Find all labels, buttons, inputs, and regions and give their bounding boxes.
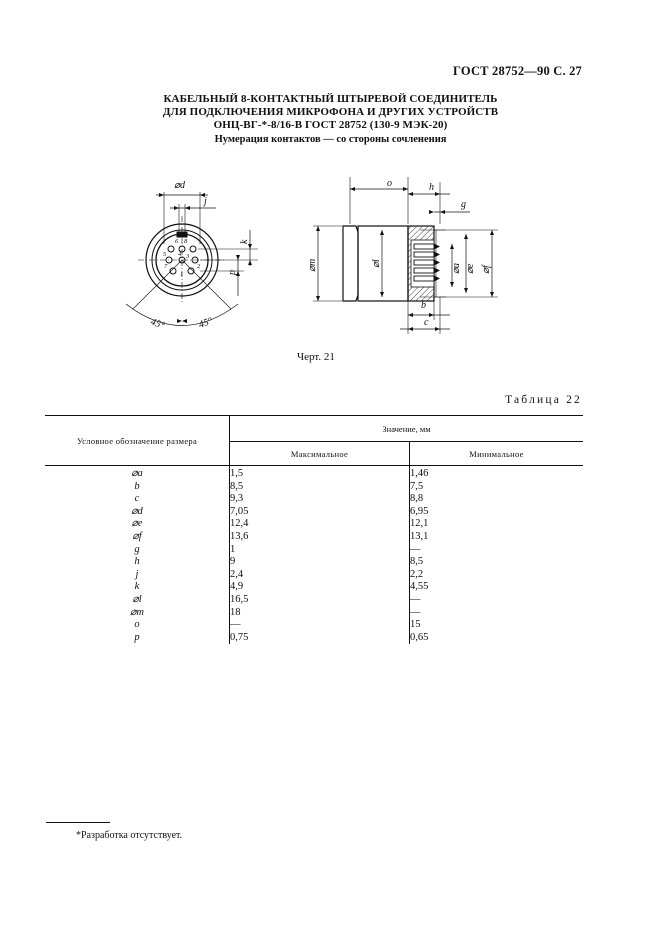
min-value: 4,55 bbox=[410, 581, 429, 593]
dim-label-angle-right: 45° bbox=[197, 315, 215, 331]
dimension-symbol: p bbox=[45, 632, 230, 645]
table-row bbox=[45, 556, 583, 569]
dim-label-d: ⌀d bbox=[174, 180, 186, 191]
dimension-symbol: j bbox=[45, 569, 230, 582]
dim-label-b: b bbox=[421, 300, 426, 311]
max-value: 2,4 bbox=[230, 569, 410, 582]
table-row bbox=[45, 581, 583, 594]
table-body bbox=[45, 466, 583, 645]
dim-label-j: j bbox=[204, 196, 207, 207]
dim-label-f: ⌀f bbox=[481, 265, 492, 274]
dim-label-g: g bbox=[461, 199, 466, 210]
max-value: 4,9 bbox=[230, 581, 410, 594]
pin-number: 7 bbox=[164, 263, 168, 270]
dimension-symbol: g bbox=[45, 544, 230, 557]
dim-label-p: p bbox=[227, 270, 238, 275]
min-value: 12,1 bbox=[410, 518, 429, 530]
max-value: — bbox=[230, 619, 410, 632]
dim-label-e: ⌀e bbox=[465, 263, 476, 274]
max-value: 7,05 bbox=[230, 506, 410, 519]
max-value: 12,4 bbox=[230, 518, 410, 531]
table-row bbox=[45, 594, 583, 607]
dim-label-angle-left: 45° bbox=[148, 316, 166, 332]
max-value: 18 bbox=[230, 607, 410, 620]
title-line-3: ОНЦ-ВГ-*-8/16-В ГОСТ 28752 (130-9 МЭК-20) bbox=[213, 119, 448, 131]
table-row bbox=[45, 531, 583, 544]
dim-label-a: ⌀a bbox=[451, 262, 462, 274]
dim-label-c: c bbox=[424, 317, 429, 328]
dim-label-l: ⌀l bbox=[371, 259, 382, 268]
min-value: — bbox=[410, 606, 421, 618]
pin-hole bbox=[168, 246, 174, 252]
max-value: 0,75 bbox=[230, 632, 410, 645]
dimension-symbol: k bbox=[45, 581, 230, 594]
table-row bbox=[45, 466, 583, 481]
dimensions-table bbox=[45, 415, 583, 644]
dim-label-m: ⌀m bbox=[307, 258, 318, 272]
connector-drawing bbox=[120, 172, 520, 342]
pin-number: 3 bbox=[186, 253, 190, 260]
dimension-symbol: ⌀e bbox=[45, 518, 230, 531]
max-value: 9 bbox=[230, 556, 410, 569]
min-value: — bbox=[410, 543, 421, 555]
header-name: Условное обозначение размера bbox=[45, 416, 230, 466]
title-line-2: ДЛЯ ПОДКЛЮЧЕНИЯ МИКРОФОНА И ДРУГИХ УСТРОЙСТВ bbox=[162, 106, 499, 118]
dimension-symbol: c bbox=[45, 493, 230, 506]
table-row bbox=[45, 569, 583, 582]
min-value: 0,65 bbox=[410, 631, 429, 643]
min-value: 13,1 bbox=[410, 530, 429, 542]
dimension-symbol: ⌀m bbox=[45, 607, 230, 620]
pin-number: 4 bbox=[178, 251, 182, 258]
header-min: Минимальное bbox=[410, 442, 584, 466]
max-value: 13,6 bbox=[230, 531, 410, 544]
min-value: 8,8 bbox=[410, 493, 424, 505]
max-value: 16,5 bbox=[230, 594, 410, 607]
min-value: 7,5 bbox=[410, 480, 424, 492]
max-value: 1,5 bbox=[230, 466, 410, 481]
figure-caption: Черт. 21 bbox=[297, 351, 335, 363]
dim-label-k: k bbox=[239, 239, 250, 244]
max-value: 8,5 bbox=[230, 481, 410, 494]
header-value: Значение, мм bbox=[230, 416, 584, 442]
min-value: — bbox=[410, 593, 421, 605]
footnote-rule bbox=[46, 822, 110, 823]
table-row bbox=[45, 544, 583, 557]
table-row bbox=[45, 506, 583, 519]
dimension-symbol: o bbox=[45, 619, 230, 632]
dimension-symbol: ⌀f bbox=[45, 531, 230, 544]
max-value: 1 bbox=[230, 544, 410, 557]
table-row bbox=[45, 607, 583, 620]
nut-outline bbox=[343, 226, 358, 301]
subtitle: Нумерация контактов — со стороны сочленения bbox=[214, 134, 447, 145]
dim-label-h: h bbox=[429, 182, 434, 193]
dimension-symbol: ⌀a bbox=[45, 466, 230, 481]
min-value: 6,95 bbox=[410, 505, 429, 517]
max-value: 9,3 bbox=[230, 493, 410, 506]
dimension-symbol: b bbox=[45, 481, 230, 494]
table-row bbox=[45, 518, 583, 531]
min-value: 15 bbox=[410, 619, 421, 631]
min-value: 2,2 bbox=[410, 568, 424, 580]
pin-number: 6 bbox=[175, 238, 179, 245]
pin-number: 2 bbox=[197, 263, 201, 270]
header-max: Максимальное bbox=[230, 442, 410, 466]
table-label: Таблица 22 bbox=[505, 394, 582, 406]
min-value: 1,46 bbox=[410, 468, 429, 479]
side-view bbox=[307, 177, 498, 334]
dimension-symbol: h bbox=[45, 556, 230, 569]
table-row bbox=[45, 493, 583, 506]
table-row bbox=[45, 632, 583, 645]
pin-number: 1 bbox=[180, 271, 184, 278]
dimension-symbol: ⌀l bbox=[45, 594, 230, 607]
body-outline bbox=[358, 226, 408, 301]
page-header: ГОСТ 28752—90 С. 27 bbox=[453, 64, 582, 78]
dim-label-o: o bbox=[387, 178, 392, 189]
table-row bbox=[45, 619, 583, 632]
pin-hole bbox=[190, 246, 196, 252]
footnote: *Разработка отсутствует. bbox=[76, 830, 183, 841]
table-row bbox=[45, 481, 583, 494]
dimension-symbol: ⌀d bbox=[45, 506, 230, 519]
title-block bbox=[0, 93, 661, 147]
min-value: 8,5 bbox=[410, 556, 424, 568]
pin-number: 5 bbox=[163, 251, 167, 258]
title-line-1: КАБЕЛЬНЫЙ 8-КОНТАКТНЫЙ ШТЫРЕВОЙ СОЕДИНИТЕЛЬ bbox=[163, 93, 498, 105]
front-view bbox=[126, 180, 258, 332]
pin-number: 8 bbox=[184, 238, 188, 245]
